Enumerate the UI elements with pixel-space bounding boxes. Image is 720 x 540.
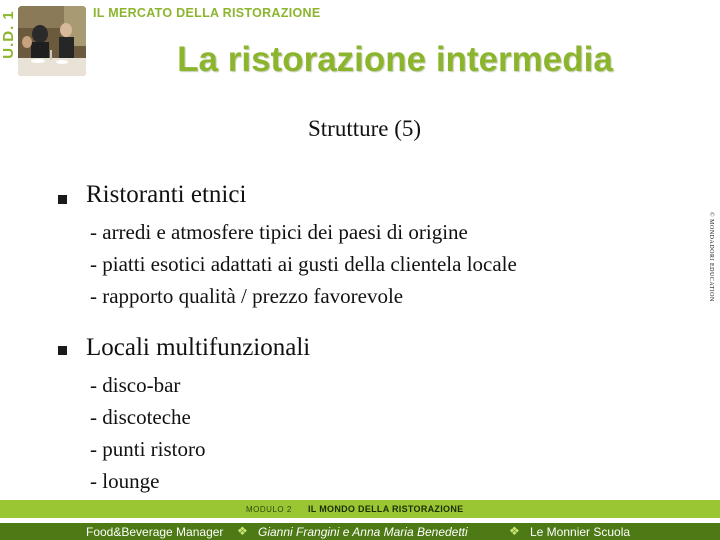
footer-authors: Gianni Frangini e Anna Maria Benedetti: [258, 525, 468, 539]
item-line: - punti ristoro: [90, 437, 206, 461]
footer-book-title: Food&Beverage Manager: [86, 525, 224, 539]
item-heading-ristoranti-etnici: Ristoranti etnici: [86, 181, 247, 208]
footer-modulo: MODULO 2: [246, 505, 292, 514]
footer-module-title: IL MONDO DELLA RISTORAZIONE: [308, 504, 464, 514]
footer-publisher: Le Monnier Scuola: [530, 525, 631, 539]
item-line: - discoteche: [90, 405, 191, 429]
side-copyright: [703, 160, 715, 360]
side-copyright-text: © MONDADORI EDUCATION: [708, 212, 714, 302]
item-line: - arredi e atmosfere tipici dei paesi di origine: [90, 220, 468, 244]
diamond-separator-icon: ❖: [509, 524, 520, 538]
unit-label-text: U.D. 1: [0, 10, 17, 59]
slide-subtitle: Strutture (5): [308, 116, 422, 141]
item-line: - lounge: [90, 469, 160, 493]
item-heading-locali-multifunzionali: Locali multifunzionali: [86, 334, 311, 361]
item-line: - disco-bar: [90, 373, 181, 397]
square-bullet-icon: [58, 346, 67, 355]
section-title: IL MERCATO DELLA RISTORAZIONE: [93, 6, 321, 20]
item-line: - rapporto qualità / prezzo favorevole: [90, 284, 404, 308]
slide-title: La ristorazione intermedia: [177, 40, 613, 79]
item-line: - piatti esotici adattati ai gusti della clientela locale: [90, 252, 517, 276]
diamond-separator-icon: ❖: [237, 524, 248, 538]
square-bullet-icon: [58, 195, 67, 204]
